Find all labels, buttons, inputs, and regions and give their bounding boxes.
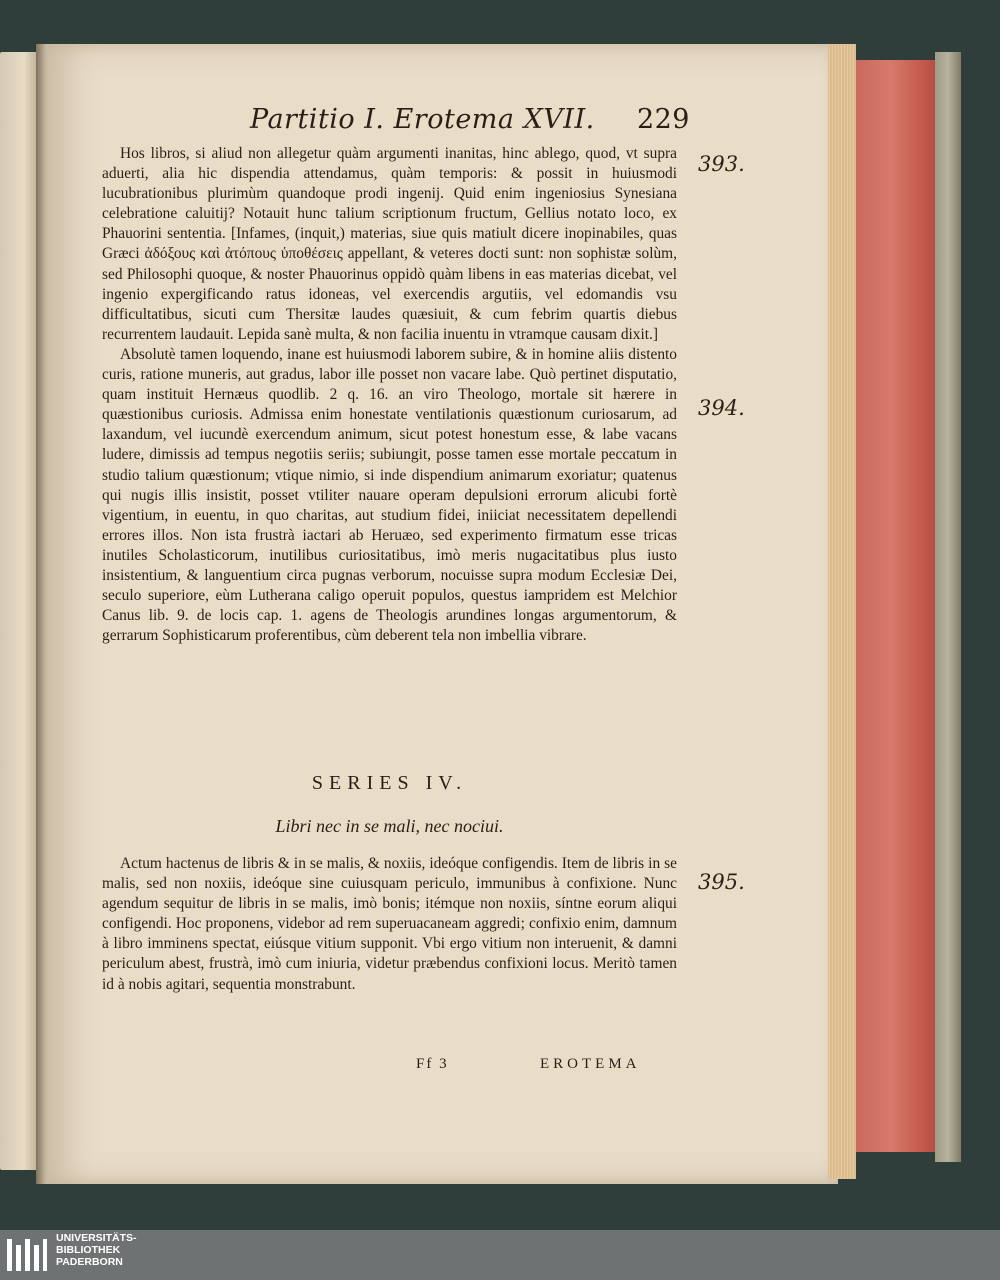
text-block-bottom <box>102 854 677 995</box>
text-block-top <box>102 144 677 646</box>
library-logo-text <box>56 1232 137 1268</box>
book-cover-edge <box>935 52 961 1162</box>
paragraph: Absolutè tamen loquendo, inane est huiusmodi laborem subire, & in homine aliis distento curis, ratione muneris, aut gradus, labor ille posset non vacare labe. Quò pertinet disputatio, quam instituit Hernæus quodlib. 2 q. 16. an viro Theologo, mortale sit hærere in quæstionibus curiosis. Admissa enim honestate ventilationis quæstionum curiosarum, ad laxandum, vel iucundè exercendum animum, sicut potest honestum esse, & labe vacans ludere, dimissis ad tempus negotiis seriis; subiungit, posse tamen esse mortale peccatum in studio talium quæstionum; vtique nimio, si inde dispendium animarum exoriatur; quatenus qui nugis illis insistit, posset vtiliter nauare operam depulsioni errorum alicubi fortè vigentium, in euentu, in quo charitas, aut studium fidei, iniiciat necessitatem depellendi errores illos. Non ista frustrà iactari ab Heruæo, sed experimento firmatum esse tricas inutiles Scholasticorum, inutilibus curiositatibus, imò meris nugacitatibus plus iusto insistentium, & languentium circa pugnas verborum, nocuisse supra modum Ecclesiæ Dei, seculo superiore, eùm Lutherana caligo operuit populos, questus iampridem est Melchior Canus lib. 9. de locis cap. 1. agens de Theologis arundines longas argumentorum, & gerrarum Sophisticarum proferentibus, cùm deberent tela non imbellia vibrare. <box>102 345 677 645</box>
paragraph: Hos libros, si aliud non allegetur quàm argumenti inanitas, hinc ablego, quod, vt supra aduerti, alia hic dispendia attendamus, quàm temporis: & possit in huiusmodi lucubrationibus plurimùm quandoque prodi ingenij. Quid enim ingeniosius Synesiana celebratione caluitij? Notauit hunc talium scriptionum fructum, Gellius notato loco, ex Phauorini sententia. [Infames, (inquit,) materias, siue quis matiult dicere inopinabiles, quas Græci ἀδόξους καὶ ἀτόπους ὑποθέσεις appellant, & veteres docti sunt: non sophistæ solùm, sed Philosophi quoque, & noster Phauorinus oppidò quàm libens in eas materias dicebat, vel ingenio expergificando ratus idoneas, vel exercendis argutiis, vel edomandis vsu difficultatibus, sicuti cum Thersitæ laudes quæsiuit, & cum febrim quartis diebus recurrentem laudauit. Lepida sanè multa, & non facilia inuentu in vtramque causam dixit.] <box>102 145 677 343</box>
library-logo-icon <box>6 1237 48 1273</box>
page-number: 229 <box>636 104 690 135</box>
margin-number: 394. <box>698 396 745 420</box>
left-page-edge <box>0 52 40 1170</box>
section-subtitle: Libri nec in se mali, nec nociui. <box>275 816 504 836</box>
logo-line: PADERBORN <box>56 1256 123 1268</box>
page-footer <box>230 1056 680 1080</box>
margin-number: 393. <box>698 152 745 176</box>
section-heading: SERIES IV. <box>311 772 468 794</box>
margin-number: 395. <box>698 870 745 894</box>
paragraph: Actum hactenus de libris & in se malis, & noxiis, ideóque configendis. Item de libris in se malis, sed non noxiis, ideóque sine cuiusquam periculo, immunibus à confixione. Nunc agendum sequitur de libris in se malis, imò bonis; itémque non noxiis, síntne eorum aliqui configendi. Hoc proponens, videbor ad rem superuacaneam aggredi; confixio enim, damnum à libro imminens spectat, eiúsque vitium supponit. Vbi ergo vitium non interuenit, & damni periculum abest, frustrà, imò cum iniuria, videtur præbendus confixioni locus. Meritò tamen id à nobis agitari, sequentia monstrabunt. <box>102 855 677 993</box>
signature-mark: Ff 3 <box>416 1056 449 1072</box>
logo-line: UNIVERSITÄTS- <box>56 1232 137 1244</box>
library-banner <box>0 1230 1000 1280</box>
red-page-edge <box>856 60 942 1152</box>
page-block-edge <box>828 44 856 1179</box>
logo-line: BIBLIOTHEK <box>56 1244 121 1256</box>
running-head <box>230 104 690 140</box>
catchword: EROTEMA <box>540 1056 641 1072</box>
running-head-title: Partitio I. Erotema XVII. <box>250 104 595 135</box>
